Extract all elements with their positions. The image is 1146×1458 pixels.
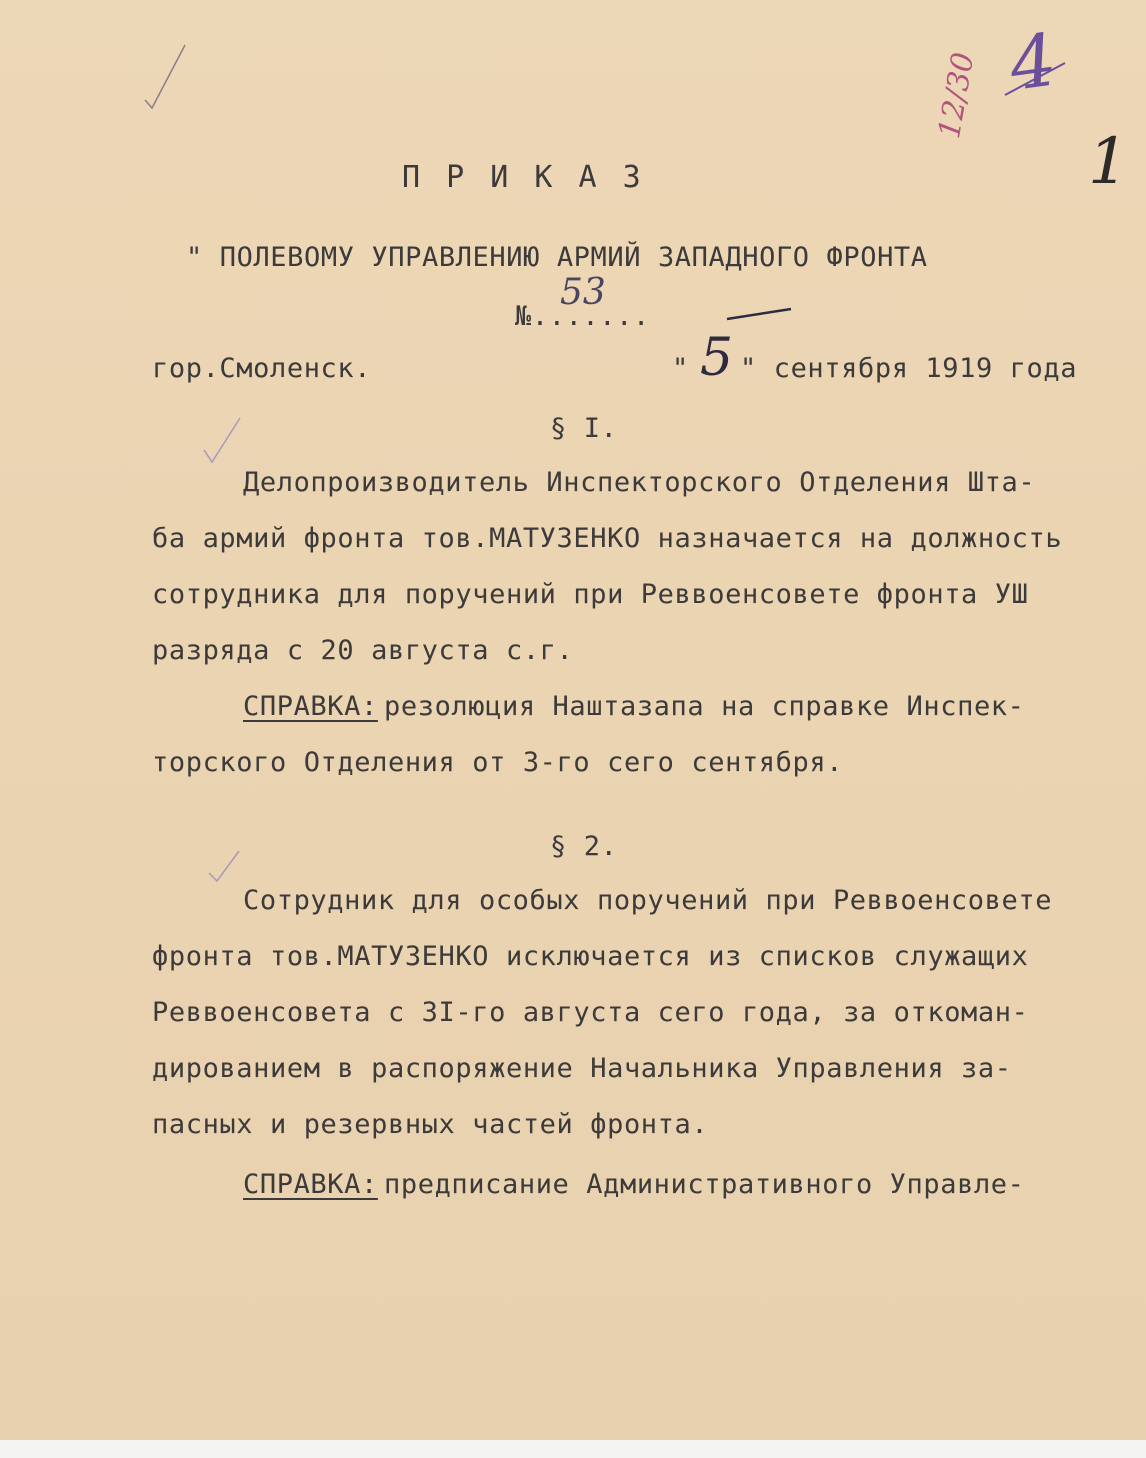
- section1-reference-line-2: торского Отделения от 3-го сего сентября.: [152, 747, 844, 778]
- section2-line-1: Сотрудник для особых поручений при Реввоенсовете: [243, 885, 1053, 916]
- order-number-handwritten: 53: [560, 272, 606, 313]
- section1-heading: § I.: [550, 413, 618, 444]
- section1-line-2: ба армий фронта тов.МАТУЗЕНКО назначается на должность: [152, 523, 1063, 554]
- section2-line-2: фронта тов.МАТУЗЕНКО исключается из списков служащих: [152, 941, 1029, 972]
- section1-line-1: Делопроизводитель Инспекторского Отделения Шта-: [243, 467, 1036, 498]
- page-number-handwritten: 1: [1088, 125, 1129, 199]
- section2-line-5: пасных и резервных частей фронта.: [152, 1109, 709, 1140]
- pencil-check-mark-section1: [200, 410, 250, 470]
- date-open-quote: ": [672, 353, 689, 384]
- section1-line-3: сотрудника для поручений при Реввоенсовете фронта УШ: [152, 579, 1029, 610]
- date-day-stroke: [725, 305, 795, 325]
- fraction-note-handwritten: 12/30: [932, 49, 982, 142]
- order-number-label: №.......: [515, 301, 650, 332]
- section2-reference-label: СПРАВКА:: [243, 1169, 378, 1200]
- document-city: гор.Смоленск.: [152, 353, 372, 384]
- section2-reference-text: предписание Административного Управле-: [384, 1169, 1025, 1200]
- section2-line-4: дированием в распоряжение Начальника Управления за-: [152, 1053, 1012, 1084]
- section2-heading: § 2.: [550, 831, 618, 862]
- date-day-handwritten: 5: [700, 328, 734, 388]
- section2-line-3: Реввоенсовета с 3I-го августа сего года, за откоман-: [152, 997, 1029, 1028]
- pencil-check-mark-top: [140, 40, 190, 110]
- section1-reference-label: СПРАВКА:: [243, 691, 378, 722]
- section1-reference-line-1: резолюция Наштазапа на справке Инспек-: [384, 691, 1025, 722]
- document-title: П Р И К А З: [402, 160, 645, 195]
- date-rest: " сентября 1919 года: [740, 353, 1078, 384]
- document-subtitle: " ПОЛЕВОМУ УПРАВЛЕНИЮ АРМИЙ ЗАПАДНОГО ФРОНТА: [186, 242, 928, 273]
- archive-number-stroke: [1000, 55, 1070, 105]
- scan-bottom-margin: [0, 1440, 1146, 1458]
- pencil-check-mark-section2: [205, 845, 245, 885]
- section1-line-4: разряда с 20 августа с.г.: [152, 635, 574, 666]
- archive-number-handwritten: 4: [1004, 17, 1062, 107]
